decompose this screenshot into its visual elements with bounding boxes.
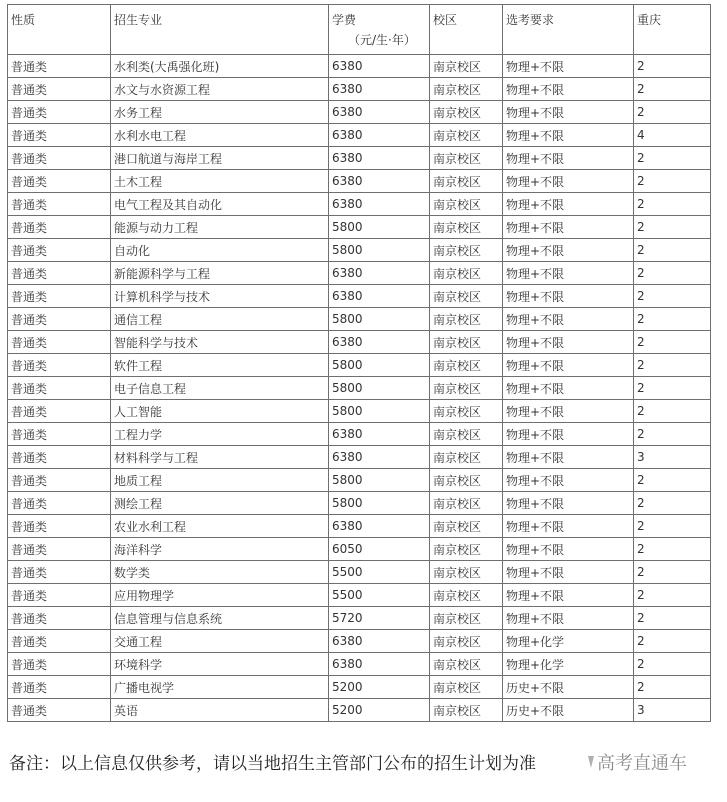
table-row bbox=[8, 607, 711, 630]
cell-nature: 普通类 bbox=[8, 308, 111, 331]
cell-major: 水利类(大禹强化班) bbox=[111, 55, 329, 78]
cell-fee: 5800 bbox=[329, 377, 430, 400]
cell-nature: 普通类 bbox=[8, 193, 111, 216]
cell-fee: 5800 bbox=[329, 216, 430, 239]
cell-nature: 普通类 bbox=[8, 653, 111, 676]
cell-nature: 普通类 bbox=[8, 469, 111, 492]
header-requirement: 选考要求 bbox=[503, 5, 634, 55]
cell-requirement: 物理+不限 bbox=[503, 262, 634, 285]
table-row bbox=[8, 239, 711, 262]
admission-table-container bbox=[7, 4, 710, 722]
cell-campus: 南京校区 bbox=[430, 377, 503, 400]
cell-fee: 6380 bbox=[329, 101, 430, 124]
cell-chongqing: 3 bbox=[634, 699, 711, 722]
cell-fee: 6380 bbox=[329, 446, 430, 469]
cell-fee: 6380 bbox=[329, 630, 430, 653]
table-row bbox=[8, 469, 711, 492]
cell-campus: 南京校区 bbox=[430, 469, 503, 492]
cell-requirement: 物理+不限 bbox=[503, 147, 634, 170]
cell-fee: 6380 bbox=[329, 285, 430, 308]
cell-campus: 南京校区 bbox=[430, 584, 503, 607]
cell-campus: 南京校区 bbox=[430, 55, 503, 78]
table-row bbox=[8, 354, 711, 377]
cell-requirement: 物理+不限 bbox=[503, 561, 634, 584]
cell-major: 地质工程 bbox=[111, 469, 329, 492]
cell-requirement: 物理+不限 bbox=[503, 239, 634, 262]
header-major: 招生专业 bbox=[111, 5, 329, 55]
cell-requirement: 物理+不限 bbox=[503, 469, 634, 492]
table-row bbox=[8, 377, 711, 400]
cell-campus: 南京校区 bbox=[430, 538, 503, 561]
cell-fee: 5720 bbox=[329, 607, 430, 630]
cell-nature: 普通类 bbox=[8, 170, 111, 193]
cell-requirement: 物理+不限 bbox=[503, 308, 634, 331]
cell-nature: 普通类 bbox=[8, 515, 111, 538]
cell-nature: 普通类 bbox=[8, 354, 111, 377]
table-row bbox=[8, 446, 711, 469]
cell-nature: 普通类 bbox=[8, 147, 111, 170]
table-row bbox=[8, 653, 711, 676]
cell-chongqing: 2 bbox=[634, 308, 711, 331]
cell-requirement: 物理+不限 bbox=[503, 101, 634, 124]
table-row bbox=[8, 400, 711, 423]
header-campus: 校区 bbox=[430, 5, 503, 55]
cell-fee: 5800 bbox=[329, 492, 430, 515]
cell-nature: 普通类 bbox=[8, 446, 111, 469]
cell-chongqing: 2 bbox=[634, 331, 711, 354]
cell-nature: 普通类 bbox=[8, 285, 111, 308]
cell-fee: 6380 bbox=[329, 331, 430, 354]
cell-fee: 6380 bbox=[329, 515, 430, 538]
cell-campus: 南京校区 bbox=[430, 354, 503, 377]
cell-major: 电子信息工程 bbox=[111, 377, 329, 400]
cell-nature: 普通类 bbox=[8, 239, 111, 262]
cell-chongqing: 2 bbox=[634, 170, 711, 193]
cell-nature: 普通类 bbox=[8, 216, 111, 239]
cell-requirement: 物理+不限 bbox=[503, 515, 634, 538]
cell-fee: 6380 bbox=[329, 193, 430, 216]
cell-fee: 5200 bbox=[329, 676, 430, 699]
cell-chongqing: 2 bbox=[634, 377, 711, 400]
admission-plan-table bbox=[7, 4, 711, 722]
header-fee-line1: 学费 bbox=[332, 13, 357, 27]
table-row bbox=[8, 492, 711, 515]
cell-chongqing: 2 bbox=[634, 630, 711, 653]
table-row bbox=[8, 308, 711, 331]
cell-major: 通信工程 bbox=[111, 308, 329, 331]
cell-campus: 南京校区 bbox=[430, 423, 503, 446]
cell-major: 环境科学 bbox=[111, 653, 329, 676]
cell-requirement: 物理+不限 bbox=[503, 285, 634, 308]
table-row bbox=[8, 147, 711, 170]
cell-major: 自动化 bbox=[111, 239, 329, 262]
header-chongqing: 重庆 bbox=[634, 5, 711, 55]
cell-requirement: 历史+不限 bbox=[503, 699, 634, 722]
table-row bbox=[8, 216, 711, 239]
cell-chongqing: 4 bbox=[634, 124, 711, 147]
cell-nature: 普通类 bbox=[8, 630, 111, 653]
cell-major: 材料科学与工程 bbox=[111, 446, 329, 469]
table-row bbox=[8, 699, 711, 722]
cell-campus: 南京校区 bbox=[430, 400, 503, 423]
cell-requirement: 历史+不限 bbox=[503, 676, 634, 699]
cell-fee: 5800 bbox=[329, 469, 430, 492]
cell-campus: 南京校区 bbox=[430, 262, 503, 285]
cell-major: 水文与水资源工程 bbox=[111, 78, 329, 101]
cell-requirement: 物理+不限 bbox=[503, 331, 634, 354]
cell-chongqing: 2 bbox=[634, 607, 711, 630]
cell-nature: 普通类 bbox=[8, 377, 111, 400]
cell-campus: 南京校区 bbox=[430, 78, 503, 101]
cell-campus: 南京校区 bbox=[430, 561, 503, 584]
header-nature: 性质 bbox=[8, 5, 111, 55]
footnote: 备注：以上信息仅供参考，请以当地招生主管部门公布的招生计划为准 bbox=[9, 754, 536, 774]
cell-major: 计算机科学与技术 bbox=[111, 285, 329, 308]
cell-requirement: 物理+化学 bbox=[503, 653, 634, 676]
cell-chongqing: 2 bbox=[634, 354, 711, 377]
cell-major: 广播电视学 bbox=[111, 676, 329, 699]
cell-major: 数学类 bbox=[111, 561, 329, 584]
cell-nature: 普通类 bbox=[8, 262, 111, 285]
cell-requirement: 物理+不限 bbox=[503, 124, 634, 147]
cell-campus: 南京校区 bbox=[430, 193, 503, 216]
table-row bbox=[8, 676, 711, 699]
cell-nature: 普通类 bbox=[8, 78, 111, 101]
cell-fee: 6050 bbox=[329, 538, 430, 561]
cell-campus: 南京校区 bbox=[430, 124, 503, 147]
cell-major: 水务工程 bbox=[111, 101, 329, 124]
cell-requirement: 物理+不限 bbox=[503, 78, 634, 101]
table-row bbox=[8, 561, 711, 584]
cell-nature: 普通类 bbox=[8, 584, 111, 607]
cell-chongqing: 2 bbox=[634, 584, 711, 607]
cell-nature: 普通类 bbox=[8, 699, 111, 722]
cell-requirement: 物理+不限 bbox=[503, 584, 634, 607]
table-row bbox=[8, 124, 711, 147]
cell-chongqing: 2 bbox=[634, 216, 711, 239]
cell-chongqing: 2 bbox=[634, 423, 711, 446]
cell-fee: 6380 bbox=[329, 262, 430, 285]
cell-requirement: 物理+不限 bbox=[503, 423, 634, 446]
cell-fee: 5800 bbox=[329, 354, 430, 377]
cell-fee: 5800 bbox=[329, 400, 430, 423]
cell-fee: 6380 bbox=[329, 653, 430, 676]
cell-chongqing: 2 bbox=[634, 147, 711, 170]
cell-major: 测绘工程 bbox=[111, 492, 329, 515]
cell-major: 能源与动力工程 bbox=[111, 216, 329, 239]
cell-fee: 6380 bbox=[329, 124, 430, 147]
cell-campus: 南京校区 bbox=[430, 331, 503, 354]
cell-major: 英语 bbox=[111, 699, 329, 722]
watermark-text: 高考直通车 bbox=[597, 753, 687, 774]
cell-chongqing: 2 bbox=[634, 653, 711, 676]
cell-major: 新能源科学与工程 bbox=[111, 262, 329, 285]
cell-major: 电气工程及其自动化 bbox=[111, 193, 329, 216]
cell-campus: 南京校区 bbox=[430, 607, 503, 630]
cell-chongqing: 2 bbox=[634, 55, 711, 78]
cell-requirement: 物理+不限 bbox=[503, 446, 634, 469]
cell-requirement: 物理+不限 bbox=[503, 400, 634, 423]
header-fee-line2: （元/生·年） bbox=[348, 33, 416, 47]
table-row bbox=[8, 55, 711, 78]
cell-major: 应用物理学 bbox=[111, 584, 329, 607]
cell-requirement: 物理+不限 bbox=[503, 538, 634, 561]
cell-fee: 5800 bbox=[329, 308, 430, 331]
table-header-row bbox=[8, 5, 711, 55]
cell-chongqing: 2 bbox=[634, 101, 711, 124]
cell-nature: 普通类 bbox=[8, 400, 111, 423]
cell-major: 交通工程 bbox=[111, 630, 329, 653]
cell-requirement: 物理+不限 bbox=[503, 354, 634, 377]
table-row bbox=[8, 630, 711, 653]
cell-campus: 南京校区 bbox=[430, 147, 503, 170]
quote-mark-icon bbox=[586, 753, 596, 771]
cell-nature: 普通类 bbox=[8, 492, 111, 515]
cell-major: 工程力学 bbox=[111, 423, 329, 446]
cell-major: 软件工程 bbox=[111, 354, 329, 377]
cell-fee: 5500 bbox=[329, 561, 430, 584]
cell-nature: 普通类 bbox=[8, 331, 111, 354]
table-row bbox=[8, 262, 711, 285]
cell-campus: 南京校区 bbox=[430, 446, 503, 469]
cell-major: 智能科学与技术 bbox=[111, 331, 329, 354]
cell-chongqing: 2 bbox=[634, 676, 711, 699]
cell-campus: 南京校区 bbox=[430, 239, 503, 262]
cell-requirement: 物理+不限 bbox=[503, 216, 634, 239]
cell-fee: 5200 bbox=[329, 699, 430, 722]
cell-nature: 普通类 bbox=[8, 55, 111, 78]
cell-nature: 普通类 bbox=[8, 538, 111, 561]
table-row bbox=[8, 584, 711, 607]
table-row bbox=[8, 423, 711, 446]
cell-campus: 南京校区 bbox=[430, 630, 503, 653]
cell-major: 水利水电工程 bbox=[111, 124, 329, 147]
cell-nature: 普通类 bbox=[8, 561, 111, 584]
cell-requirement: 物理+不限 bbox=[503, 193, 634, 216]
cell-campus: 南京校区 bbox=[430, 492, 503, 515]
table-row bbox=[8, 331, 711, 354]
cell-chongqing: 2 bbox=[634, 193, 711, 216]
cell-nature: 普通类 bbox=[8, 607, 111, 630]
table-row bbox=[8, 101, 711, 124]
cell-campus: 南京校区 bbox=[430, 653, 503, 676]
cell-fee: 6380 bbox=[329, 423, 430, 446]
cell-major: 信息管理与信息系统 bbox=[111, 607, 329, 630]
cell-requirement: 物理+不限 bbox=[503, 492, 634, 515]
cell-nature: 普通类 bbox=[8, 676, 111, 699]
cell-chongqing: 2 bbox=[634, 561, 711, 584]
cell-chongqing: 2 bbox=[634, 469, 711, 492]
table-row bbox=[8, 515, 711, 538]
cell-chongqing: 2 bbox=[634, 239, 711, 262]
header-fee bbox=[329, 5, 430, 55]
cell-chongqing: 3 bbox=[634, 446, 711, 469]
cell-chongqing: 2 bbox=[634, 492, 711, 515]
table-row bbox=[8, 193, 711, 216]
cell-nature: 普通类 bbox=[8, 124, 111, 147]
table-row bbox=[8, 78, 711, 101]
table-body bbox=[8, 55, 711, 722]
table-row bbox=[8, 170, 711, 193]
cell-major: 港口航道与海岸工程 bbox=[111, 147, 329, 170]
cell-major: 人工智能 bbox=[111, 400, 329, 423]
cell-fee: 5500 bbox=[329, 584, 430, 607]
cell-fee: 6380 bbox=[329, 55, 430, 78]
cell-campus: 南京校区 bbox=[430, 308, 503, 331]
cell-chongqing: 2 bbox=[634, 262, 711, 285]
cell-campus: 南京校区 bbox=[430, 101, 503, 124]
cell-chongqing: 2 bbox=[634, 78, 711, 101]
cell-requirement: 物理+不限 bbox=[503, 170, 634, 193]
table-row bbox=[8, 285, 711, 308]
cell-campus: 南京校区 bbox=[430, 676, 503, 699]
cell-major: 农业水利工程 bbox=[111, 515, 329, 538]
cell-chongqing: 2 bbox=[634, 515, 711, 538]
cell-campus: 南京校区 bbox=[430, 285, 503, 308]
cell-requirement: 物理+不限 bbox=[503, 55, 634, 78]
cell-fee: 6380 bbox=[329, 147, 430, 170]
cell-major: 海洋科学 bbox=[111, 538, 329, 561]
cell-chongqing: 2 bbox=[634, 400, 711, 423]
watermark bbox=[586, 749, 687, 775]
cell-requirement: 物理+化学 bbox=[503, 630, 634, 653]
cell-campus: 南京校区 bbox=[430, 515, 503, 538]
cell-major: 土木工程 bbox=[111, 170, 329, 193]
cell-chongqing: 2 bbox=[634, 538, 711, 561]
cell-fee: 6380 bbox=[329, 78, 430, 101]
cell-fee: 6380 bbox=[329, 170, 430, 193]
cell-chongqing: 2 bbox=[634, 285, 711, 308]
cell-nature: 普通类 bbox=[8, 101, 111, 124]
cell-campus: 南京校区 bbox=[430, 699, 503, 722]
cell-nature: 普通类 bbox=[8, 423, 111, 446]
cell-requirement: 物理+不限 bbox=[503, 377, 634, 400]
cell-campus: 南京校区 bbox=[430, 216, 503, 239]
table-row bbox=[8, 538, 711, 561]
cell-requirement: 物理+不限 bbox=[503, 607, 634, 630]
cell-fee: 5800 bbox=[329, 239, 430, 262]
cell-campus: 南京校区 bbox=[430, 170, 503, 193]
